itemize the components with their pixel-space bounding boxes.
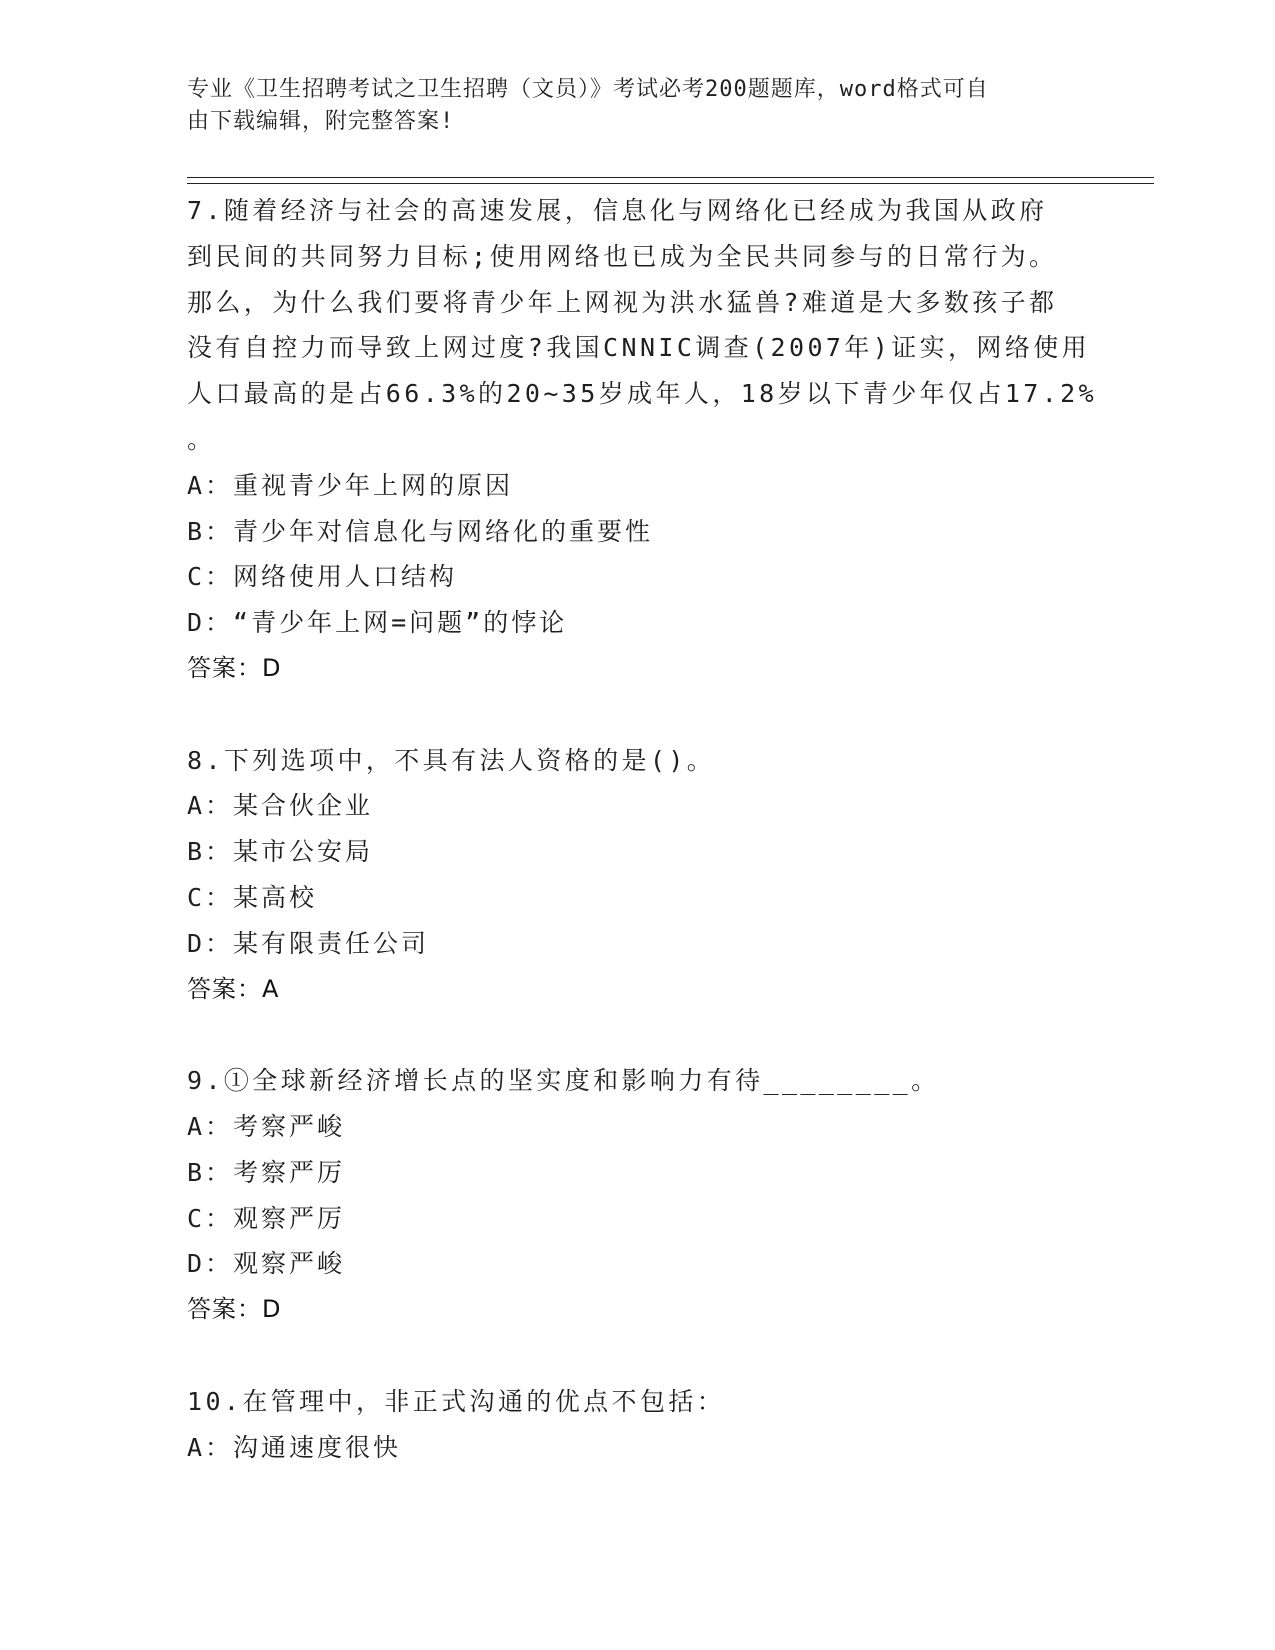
answer-line: 答案：D [187,1295,282,1324]
header-line-1: 专业《卫生招聘考试之卫生招聘（文员）》考试必考200题题库，word格式可自 [187,77,989,102]
question-stem-line: 8.下列选项中，不具有法人资格的是()。 [187,745,716,775]
question-stem-line: 没有自控力而导致上网过度?我国CNNIC调查(2007年)证实，网络使用 [187,333,1091,363]
question-list [187,188,1098,1470]
question-stem-line: 。 [187,424,216,454]
header-divider-bottom [187,183,1154,184]
option-c: C：某高校 [187,882,318,912]
header-line-2: 由下载编辑，附完整答案! [187,109,455,134]
option-b: B：青少年对信息化与网络化的重要性 [187,516,654,546]
option-b: B：考察严厉 [187,1157,346,1187]
option-c: C：观察严厉 [187,1203,346,1233]
question-8 [187,738,1087,1013]
question-stem-line: 到民间的共同努力目标;使用网络也已成为全民共同参与的日常行为。 [187,241,1058,271]
question-stem-line: 那么，为什么我们要将青少年上网视为洪水猛兽?难道是大多数孩子都 [187,287,1058,317]
question-stem-line: 7.随着经济与社会的高速发展，信息化与网络化已经成为我国从政府 [187,196,1048,225]
option-d: D：某有限责任公司 [187,928,430,958]
question-stem-line: 10.在管理中，非正式沟通的优点不包括： [187,1386,726,1416]
answer-line: 答案：D [187,653,282,682]
question-stem-line: 人口最高的是占66.3%的20~35岁成年人，18岁以下青少年仅占17.2% [187,379,1098,409]
option-b: B：某市公安局 [187,837,374,867]
header-divider-top [187,177,1154,178]
question-7 [187,188,1098,692]
document-header [187,74,1087,138]
question-spacer [187,1333,1087,1379]
question-spacer [187,1012,1087,1058]
option-a: A：重视青少年上网的原因 [187,470,514,500]
question-spacer [187,692,1087,738]
option-a: A：考察严峻 [187,1111,346,1141]
option-d: D：“青少年上网=问题”的悖论 [187,608,568,638]
question-9 [187,1058,1087,1333]
question-stem-line: 9.①全球新经济增长点的坚实度和影响力有待________。 [187,1066,940,1096]
option-d: D：观察严峻 [187,1249,346,1279]
answer-line: 答案：A [187,974,280,1003]
question-10 [187,1379,1087,1471]
option-a: A：某合伙企业 [187,791,374,821]
option-a: A：沟通速度很快 [187,1432,402,1462]
option-c: C：网络使用人口结构 [187,562,458,592]
